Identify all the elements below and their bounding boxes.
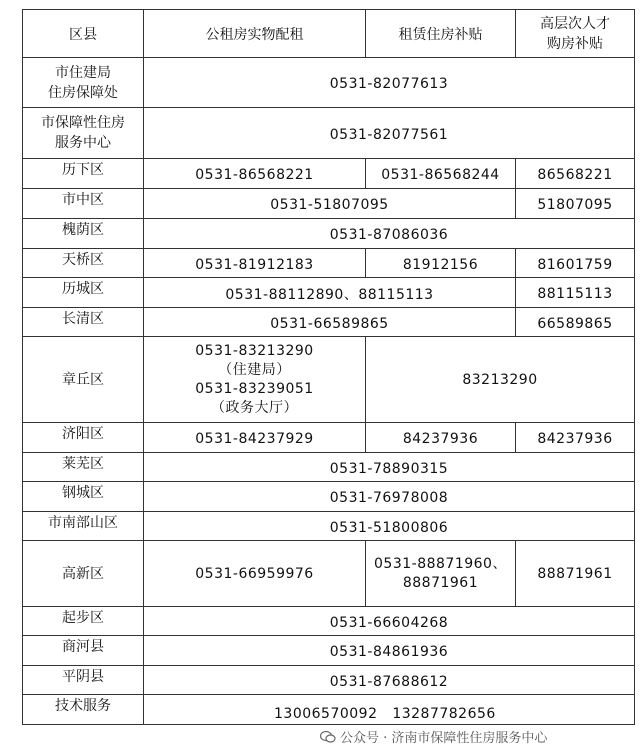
- phone-cell: 88115113: [516, 278, 635, 308]
- district-cell: 技术服务: [23, 695, 144, 725]
- district-cell: 钢城区: [23, 482, 144, 512]
- phone-cell: 0531-84237929: [144, 423, 366, 453]
- district-cell: 起步区: [23, 607, 144, 636]
- table-row: [23, 337, 635, 423]
- district-cell: 莱芜区: [23, 453, 144, 482]
- wechat-icon: [320, 731, 336, 743]
- table-row: [23, 159, 635, 189]
- table-row: [23, 636, 635, 666]
- header-talent-subsidy: [516, 10, 635, 58]
- phone-cell: 0531-87688612: [144, 666, 635, 695]
- district-cell: 槐荫区: [23, 219, 144, 249]
- district-cell: 平阴县: [23, 666, 144, 695]
- district-cell: 市中区: [23, 189, 144, 219]
- district-cell: 高新区: [23, 541, 144, 607]
- phone-line: 88871961: [402, 574, 479, 591]
- table-row: [23, 512, 635, 541]
- phone-cell: 0531-88112890、88115113: [144, 278, 516, 308]
- table-row: [23, 249, 635, 278]
- phone-cell: [366, 541, 516, 607]
- district-line2: 服务中心: [55, 135, 111, 151]
- phone-cell: 86568221: [516, 159, 635, 189]
- table-row: [23, 695, 635, 725]
- phone-cell: 83213290: [366, 337, 635, 423]
- phone-cell: 0531-82077613: [144, 58, 635, 108]
- phone-cell: 0531-76978008: [144, 482, 635, 512]
- phone-cell: 0531-51800806: [144, 512, 635, 541]
- watermark: [320, 727, 547, 746]
- phone-cell: 0531-66959976: [144, 541, 366, 607]
- phone-note: （政务大厅）: [211, 399, 298, 416]
- phone-note: （住建局）: [218, 361, 291, 378]
- phone-cell: [144, 337, 366, 423]
- table-row: [23, 58, 635, 108]
- district-cell: [23, 58, 144, 108]
- table-row: [23, 219, 635, 249]
- district-cell: 长清区: [23, 308, 144, 337]
- table-row: [23, 453, 635, 482]
- phone-cell: 66589865: [516, 308, 635, 337]
- phone-cell: 0531-66604268: [144, 607, 635, 636]
- district-line1: 市保障性住房: [41, 115, 125, 131]
- table-row: [23, 607, 635, 636]
- phone-cell: 0531-82077561: [144, 108, 635, 159]
- phone-cell: 84237936: [516, 423, 635, 453]
- district-cell: 济阳区: [23, 423, 144, 453]
- watermark-text: 公众号 · 济南市保障性住房服务中心: [340, 731, 548, 746]
- district-cell: 天桥区: [23, 249, 144, 278]
- phone-cell: 0531-78890315: [144, 453, 635, 482]
- phone-cell: 0531-84861936: [144, 636, 635, 666]
- phone-cell: 81912156: [366, 249, 516, 278]
- header-district: 区县: [23, 10, 144, 58]
- phone-cell: 0531-87086036: [144, 219, 635, 249]
- phone-line: 0531-88871960、: [374, 555, 507, 572]
- table-row: [23, 423, 635, 453]
- table-row: [23, 308, 635, 337]
- table-row: [23, 189, 635, 219]
- district-line2: 住房保障处: [48, 84, 118, 101]
- header-talent-line1: 高层次人才: [540, 15, 610, 32]
- phone-cell: 0531-86568244: [366, 159, 516, 189]
- header-rental-subsidy: 租赁住房补贴: [366, 10, 516, 58]
- contact-table: [22, 9, 635, 725]
- phone-cell: 0531-86568221: [144, 159, 366, 189]
- phone-cell: 84237936: [366, 423, 516, 453]
- phone-cell: 51807095: [516, 189, 635, 219]
- table-row: [23, 278, 635, 308]
- table-row: [23, 666, 635, 695]
- phone-cell: 0531-66589865: [144, 308, 516, 337]
- phone-cell: 0531-51807095: [144, 189, 516, 219]
- district-cell: 历城区: [23, 278, 144, 308]
- district-cell: 章丘区: [23, 337, 144, 423]
- table-row: [23, 108, 635, 159]
- table-row: [23, 541, 635, 607]
- header-talent-line2: 购房补贴: [547, 35, 603, 52]
- phone-line: 0531-83213290: [195, 342, 314, 359]
- district-cell: 商河县: [23, 636, 144, 666]
- header-public-rental: 公租房实物配租: [144, 10, 366, 58]
- phone-cell: 88871961: [516, 541, 635, 607]
- phone-cell: 13006570092 13287782656: [144, 695, 635, 725]
- phone-cell: 81601759: [516, 249, 635, 278]
- header-row: [23, 10, 635, 58]
- phone-line: 0531-83239051: [195, 380, 314, 397]
- phone-cell: 0531-81912183: [144, 249, 366, 278]
- district-cell: 历下区: [23, 159, 144, 189]
- district-cell: [23, 108, 144, 159]
- district-line1: 市住建局: [55, 64, 111, 81]
- district-cell: 市南部山区: [23, 512, 144, 541]
- table-row: [23, 482, 635, 512]
